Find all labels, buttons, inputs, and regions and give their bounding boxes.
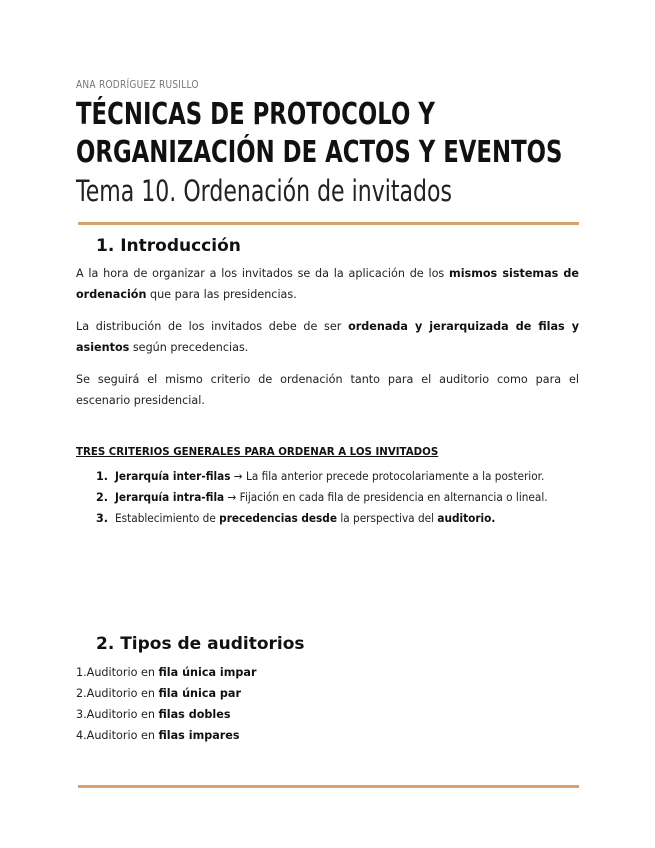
- criteria-text: [115, 508, 495, 529]
- list-item-bold: filas dobles: [158, 708, 231, 721]
- criteria-bold: Jerarquía inter-filas: [115, 470, 231, 483]
- section-heading-introduction: 1. Introducción: [96, 236, 241, 256]
- p2-text-c: según precedencias.: [129, 341, 249, 354]
- auditorium-types-list: [76, 662, 256, 746]
- intro-paragraph-2: [76, 316, 579, 358]
- footer-divider: [78, 785, 579, 788]
- criteria-number: 2.: [96, 491, 109, 504]
- header-divider: [78, 222, 579, 225]
- criteria-text: [115, 487, 548, 508]
- criteria-list: [76, 466, 579, 529]
- criteria-number: 1.: [96, 470, 109, 483]
- list-item: [76, 725, 256, 746]
- criteria-bold-2: auditorio.: [437, 512, 496, 525]
- list-item-prefix: 2.Auditorio en: [76, 687, 159, 700]
- criteria-text: [115, 466, 544, 487]
- list-item-bold: fila única par: [158, 687, 241, 700]
- list-item-prefix: 1.Auditorio en: [76, 666, 159, 679]
- list-item-bold: filas impares: [158, 729, 240, 742]
- document-title: TÉCNICAS DE PROTOCOLO Y ORGANIZACIÓN DE ACTOS Y EVENTOS: [76, 97, 563, 170]
- criteria-rest: → La fila anterior precede protocolariamente a la posterior.: [230, 470, 545, 483]
- intro-paragraph-1: [76, 263, 579, 305]
- criteria-number: 3.: [96, 512, 109, 525]
- p1-text-c: que para las presidencias.: [146, 288, 297, 301]
- criteria-heading: TRES CRITERIOS GENERALES PARA ORDENAR A LOS INVITADOS: [76, 445, 439, 458]
- list-item-bold: fila única impar: [158, 666, 257, 679]
- list-item: [76, 683, 256, 704]
- list-item: [76, 704, 256, 725]
- criteria-item: [76, 487, 579, 508]
- document-subtitle: Tema 10. Ordenación de invitados: [76, 174, 452, 208]
- author-name: ANA RODRÍGUEZ RUSILLO: [76, 78, 199, 91]
- p1-text-a: A la hora de organizar a los invitados se da la aplicación de los: [76, 267, 450, 280]
- p2-text-a: La distribución de los invitados debe de ser: [76, 320, 349, 333]
- section-heading-auditorium-types: 2. Tipos de auditorios: [96, 634, 305, 654]
- list-item-prefix: 3.Auditorio en: [76, 708, 159, 721]
- p2-bold: ordenada y jerarquizada de filas y asientos: [76, 320, 579, 354]
- criteria-lead: Establecimiento de: [115, 512, 220, 525]
- list-item: [76, 662, 256, 683]
- criteria-item: [76, 508, 579, 529]
- list-item-prefix: 4.Auditorio en: [76, 729, 159, 742]
- criteria-rest: → Fijación en cada fila de presidencia en alternancia o lineal.: [224, 491, 548, 504]
- intro-paragraph-3: Se seguirá el mismo criterio de ordenación tanto para el auditorio como para el escenario presidencial.: [76, 373, 579, 407]
- criteria-rest: la perspectiva del: [336, 512, 438, 525]
- criteria-item: [76, 466, 579, 487]
- criteria-bold: precedencias desde: [219, 512, 337, 525]
- criteria-bold: Jerarquía intra-fila: [115, 491, 225, 504]
- p1-bold: mismos sistemas de ordenación: [76, 267, 579, 301]
